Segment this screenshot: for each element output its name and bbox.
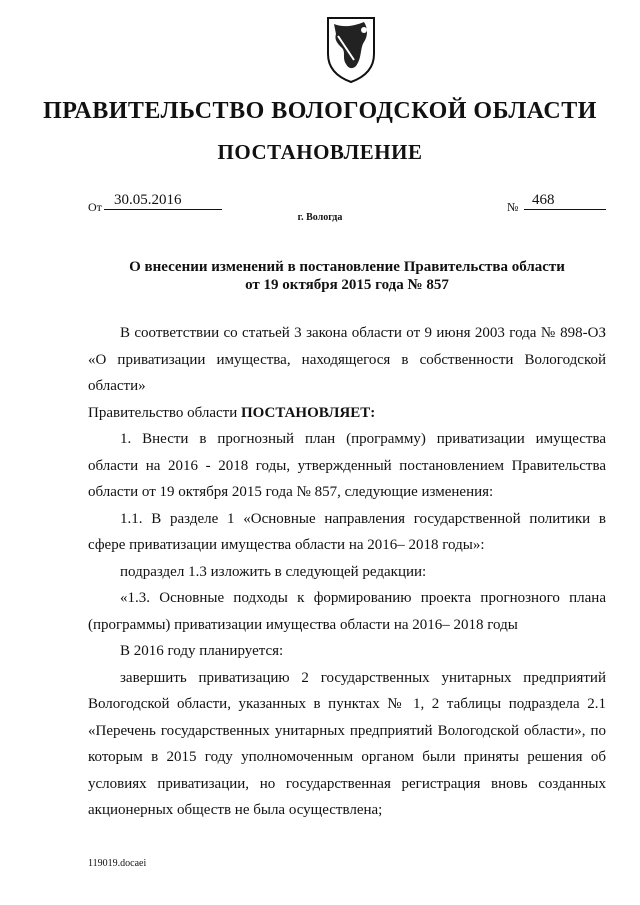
subject-line-1: О внесении изменений в постановление Правительства области [129, 259, 565, 275]
document-date: 30.05.2016 [104, 192, 222, 210]
preamble-paragraph: В соответствии со статьей 3 закона области от 9 июня 2003 года № 898-ОЗ «О приватизации имущества, находящегося в собственности Вологодской области» [88, 325, 606, 394]
clause-1-1-paragraph: 1.1. В разделе 1 «Основные направления государственной политики в сфере приватизации имущества области на 2016– 2018 годы»: [88, 510, 606, 553]
document-type: ПОСТАНОВЛЕНИЕ [217, 140, 423, 164]
resolution-paragraph [88, 400, 606, 427]
privatization-paragraph: завершить приватизацию 2 государственных унитарных предприятий Вологодской области, указанных в пунктах № 1, 2 таблицы подраздела 2.1 «Перечень государственных унитарных предприятий Вологодской области», по которым в 2015 году уполномоченным органом были приняты решения об условиях приватизации, но государственная регистрация вновь созданных акционерных обществ не была осуществлена; [88, 669, 606, 818]
subsection-1-3-paragraph: «1.3. Основные подходы к формированию проекта прогнозного плана (программы) приватизации имущества области на 2016– 2018 годы [88, 590, 606, 633]
file-code: 119019.docaei [88, 858, 147, 869]
subject-line-2: от 19 октября 2015 года № 857 [245, 277, 449, 293]
clause-1-paragraph: 1. Внести в прогнозный план (программу) приватизации имущества области на 2016 - 2018 годы, утвержденный постановлением Правительства области от 19 октября 2015 года № 857, следующие изменения: [88, 431, 606, 500]
document-body [88, 320, 606, 824]
government-title: ПРАВИТЕЛЬСТВО ВОЛОГОДСКОЙ ОБЛАСТИ [43, 98, 597, 124]
date-label: От [88, 200, 102, 214]
document-subject [88, 258, 606, 294]
document-number: 468 [524, 192, 606, 210]
plan-2016-paragraph: В 2016 году планируется: [120, 643, 284, 659]
subsection-instruction-paragraph: подраздел 1.3 изложить в следующей редакции: [120, 563, 427, 580]
coat-of-arms-icon [324, 14, 378, 84]
resolution-keyword: ПОСТАНОВЛЯЕТ: [240, 404, 376, 421]
number-label: № [507, 200, 519, 214]
city-label: г. Вологда [297, 212, 343, 223]
resolution-prefix: Правительство области [88, 404, 241, 421]
